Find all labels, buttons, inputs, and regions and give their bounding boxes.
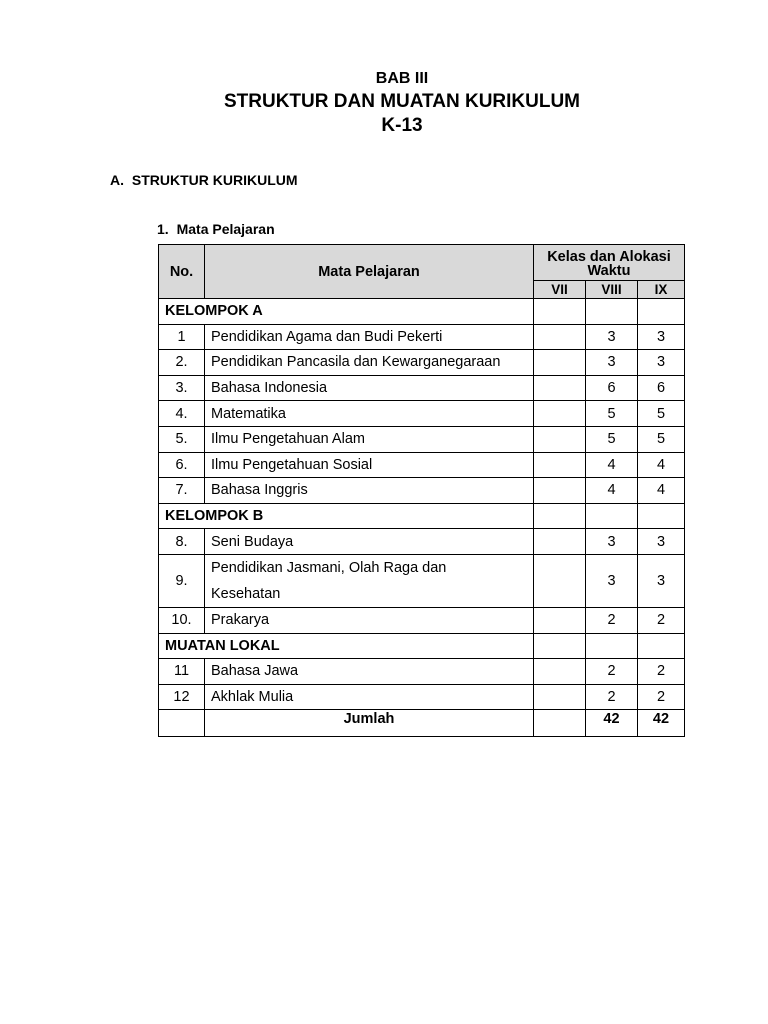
header-no: No. bbox=[159, 245, 205, 299]
row-subject: Bahasa Jawa bbox=[205, 659, 534, 685]
row-viii: 3 bbox=[586, 350, 638, 376]
table-row bbox=[159, 452, 685, 478]
subsection-marker: 1. bbox=[157, 221, 169, 237]
row-ix: 5 bbox=[638, 401, 685, 427]
row-vii bbox=[534, 478, 586, 504]
empty-cell bbox=[638, 299, 685, 325]
total-label: Jumlah bbox=[205, 710, 534, 737]
table-row bbox=[159, 607, 685, 633]
row-subject: Pendidikan Pancasila dan Kewarganegaraan bbox=[205, 350, 534, 376]
row-subject: Pendidikan Agama dan Budi Pekerti bbox=[205, 324, 534, 350]
header-viii: VIII bbox=[586, 281, 638, 299]
total-viii: 42 bbox=[586, 710, 638, 737]
row-no: 3. bbox=[159, 375, 205, 401]
row-vii bbox=[534, 324, 586, 350]
row-subject: Prakarya bbox=[205, 607, 534, 633]
row-subject: Matematika bbox=[205, 401, 534, 427]
row-no: 4. bbox=[159, 401, 205, 427]
table-row bbox=[159, 554, 685, 607]
row-viii: 3 bbox=[586, 554, 638, 607]
row-viii: 4 bbox=[586, 478, 638, 504]
row-ix: 3 bbox=[638, 554, 685, 607]
row-viii: 5 bbox=[586, 401, 638, 427]
row-no: 6. bbox=[159, 452, 205, 478]
row-no: 7. bbox=[159, 478, 205, 504]
row-subject-line: Pendidikan Jasmani, Olah Raga dan bbox=[211, 559, 447, 576]
table-row bbox=[159, 375, 685, 401]
row-vii bbox=[534, 350, 586, 376]
row-viii: 5 bbox=[586, 426, 638, 452]
row-ix: 6 bbox=[638, 375, 685, 401]
header-ix: IX bbox=[638, 281, 685, 299]
row-ix: 2 bbox=[638, 659, 685, 685]
row-no: 9. bbox=[159, 554, 205, 607]
group-muatan-lokal: MUATAN LOKAL bbox=[159, 633, 534, 659]
table-row bbox=[159, 350, 685, 376]
section-label: STRUKTUR KURIKULUM bbox=[131, 172, 298, 188]
row-viii: 2 bbox=[586, 684, 638, 710]
row-vii bbox=[534, 607, 586, 633]
chapter-label: BAB III bbox=[375, 70, 429, 87]
empty-cell bbox=[534, 299, 586, 325]
group-row bbox=[159, 633, 685, 659]
row-ix: 2 bbox=[638, 607, 685, 633]
row-no: 10. bbox=[159, 607, 205, 633]
row-subject bbox=[205, 554, 534, 607]
page-subtitle: K-13 bbox=[381, 115, 423, 136]
row-vii bbox=[534, 375, 586, 401]
row-viii: 3 bbox=[586, 529, 638, 555]
row-ix: 3 bbox=[638, 350, 685, 376]
empty-cell bbox=[586, 503, 638, 529]
empty-cell bbox=[586, 633, 638, 659]
total-ix: 42 bbox=[638, 710, 685, 737]
table-row bbox=[159, 426, 685, 452]
group-kelompok-a: KELOMPOK A bbox=[159, 299, 534, 325]
row-ix: 2 bbox=[638, 684, 685, 710]
empty-cell bbox=[586, 299, 638, 325]
row-vii bbox=[534, 452, 586, 478]
curriculum-table bbox=[158, 244, 685, 737]
section-marker: A. bbox=[110, 172, 124, 188]
row-ix: 3 bbox=[638, 324, 685, 350]
total-row bbox=[159, 710, 685, 737]
row-subject-line: Kesehatan bbox=[211, 585, 281, 602]
table-row bbox=[159, 478, 685, 504]
table-row bbox=[159, 401, 685, 427]
row-subject: Ilmu Pengetahuan Sosial bbox=[205, 452, 534, 478]
empty-cell bbox=[159, 710, 205, 737]
row-subject: Akhlak Mulia bbox=[205, 684, 534, 710]
row-vii bbox=[534, 684, 586, 710]
row-viii: 4 bbox=[586, 452, 638, 478]
row-no: 8. bbox=[159, 529, 205, 555]
row-no: 2. bbox=[159, 350, 205, 376]
total-vii bbox=[534, 710, 586, 737]
row-no: 5. bbox=[159, 426, 205, 452]
row-no: 12 bbox=[159, 684, 205, 710]
row-vii bbox=[534, 529, 586, 555]
table-row bbox=[159, 529, 685, 555]
table-row bbox=[159, 659, 685, 685]
row-subject: Bahasa Indonesia bbox=[205, 375, 534, 401]
row-subject: Ilmu Pengetahuan Alam bbox=[205, 426, 534, 452]
table-row bbox=[159, 684, 685, 710]
empty-cell bbox=[534, 503, 586, 529]
section-heading bbox=[110, 172, 298, 188]
row-vii bbox=[534, 659, 586, 685]
subsection-label: Mata Pelajaran bbox=[176, 221, 275, 237]
empty-cell bbox=[534, 633, 586, 659]
row-subject: Seni Budaya bbox=[205, 529, 534, 555]
row-vii bbox=[534, 401, 586, 427]
row-ix: 4 bbox=[638, 452, 685, 478]
row-no: 1 bbox=[159, 324, 205, 350]
row-vii bbox=[534, 554, 586, 607]
group-row bbox=[159, 299, 685, 325]
table-row bbox=[159, 324, 685, 350]
header-kelas: Kelas dan Alokasi Waktu bbox=[534, 245, 685, 281]
page-title: STRUKTUR DAN MUATAN KURIKULUM bbox=[223, 91, 581, 112]
row-vii bbox=[534, 426, 586, 452]
empty-cell bbox=[638, 503, 685, 529]
row-no: 11 bbox=[159, 659, 205, 685]
header-vii: VII bbox=[534, 281, 586, 299]
row-viii: 2 bbox=[586, 607, 638, 633]
group-kelompok-b: KELOMPOK B bbox=[159, 503, 534, 529]
row-viii: 3 bbox=[586, 324, 638, 350]
row-ix: 3 bbox=[638, 529, 685, 555]
header-subject: Mata Pelajaran bbox=[205, 245, 534, 299]
empty-cell bbox=[638, 633, 685, 659]
row-viii: 2 bbox=[586, 659, 638, 685]
row-viii: 6 bbox=[586, 375, 638, 401]
row-subject: Bahasa Inggris bbox=[205, 478, 534, 504]
group-row bbox=[159, 503, 685, 529]
row-ix: 4 bbox=[638, 478, 685, 504]
row-ix: 5 bbox=[638, 426, 685, 452]
subsection-heading bbox=[157, 221, 275, 237]
